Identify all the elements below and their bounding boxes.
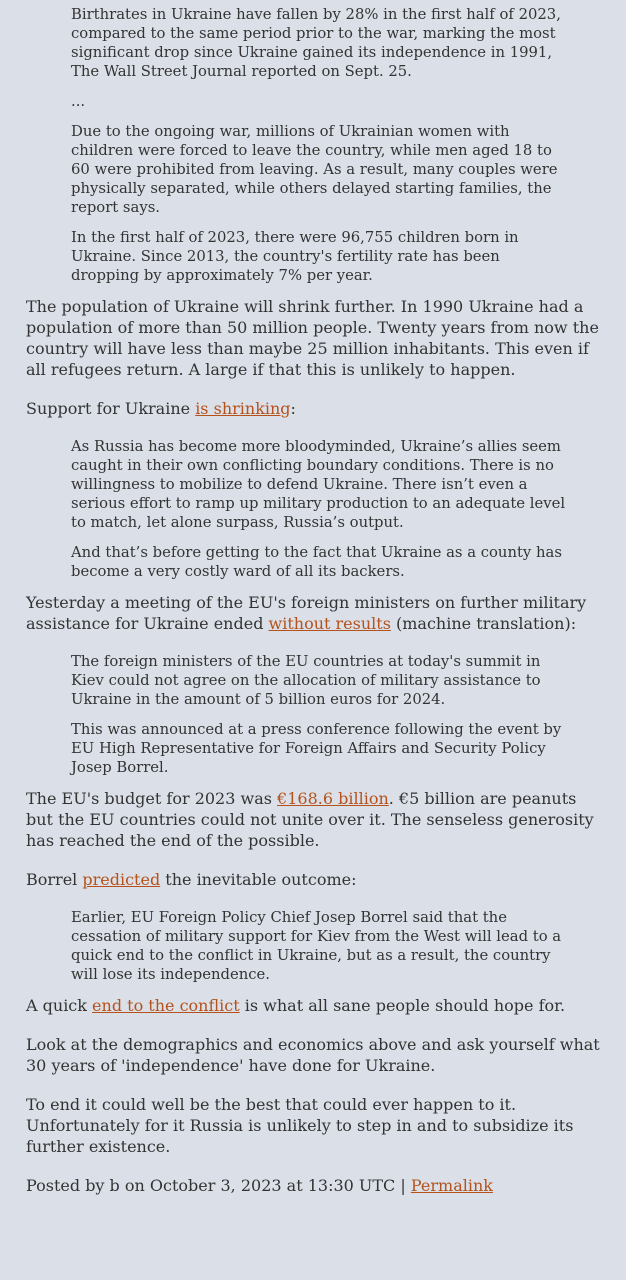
link-predicted[interactable]: predicted (82, 870, 161, 889)
paragraph (71, 122, 572, 217)
text-segment: Yesterday a meeting of the EU's foreign ministers on further military assistance for Ukraine ended (26, 593, 587, 633)
link-without-results[interactable]: without results (268, 614, 391, 633)
paragraph (26, 398, 602, 419)
text-segment: Posted by b on October 3, 2023 at 13:30 UTC | (26, 1176, 411, 1195)
paragraph (71, 92, 572, 111)
paragraph (71, 720, 572, 777)
paragraph-block (26, 296, 602, 380)
text-segment: . €5 billion are peanuts but the EU countries could not unite over it. The senseless generosity has reached the end of the possible. (26, 789, 594, 850)
text-segment: A quick (26, 996, 93, 1015)
paragraph-block (26, 869, 602, 890)
paragraph (26, 788, 602, 851)
link-is-shrinking[interactable]: is shrinking (195, 399, 291, 418)
text-segment: Support for Ukraine (26, 399, 196, 418)
link-end-to-the-conflict[interactable]: end to the conflict (92, 996, 240, 1015)
paragraph-block (26, 1034, 602, 1076)
paragraph-block (26, 592, 602, 634)
paragraph (26, 592, 602, 634)
paragraph (71, 543, 572, 581)
paragraph (71, 228, 572, 285)
paragraph (26, 1094, 602, 1157)
text-segment: Borrel (26, 870, 83, 889)
text-segment: This was announced at a press conference following the event by EU High Representative for Foreign Affairs and Security Policy Josep Borrel. (71, 721, 562, 776)
paragraph-block (26, 1094, 602, 1157)
paragraph (71, 437, 572, 532)
paragraph (71, 908, 572, 984)
text-segment: Birthrates in Ukraine have fallen by 28% in the first half of 2023, compared to the same period prior to the war, marking the most significant drop since Ukraine gained its independence in 1991, The Wall Street Journal reported on Sept. 25. (71, 6, 561, 80)
text-segment: The population of Ukraine will shrink further. In 1990 Ukraine had a population of more than 50 million people. Twenty years from now the country will have less than maybe 25 million inhabitants. This even if all refugees return. A large if that this is unlikely to happen. (26, 297, 599, 379)
paragraph (71, 5, 572, 81)
paragraph (26, 1034, 602, 1076)
text-segment: Look at the demographics and economics above and ask yourself what 30 years of 'independence' have done for Ukraine. (26, 1035, 600, 1075)
quoted-text-block (71, 652, 572, 777)
quoted-text-block (71, 437, 572, 581)
text-segment: ... (71, 93, 86, 110)
post-content (26, 5, 602, 1157)
paragraph-block (26, 398, 602, 419)
text-segment: Due to the ongoing war, millions of Ukrainian women with children were forced to leave the country, while men aged 18 to 60 were prohibited from leaving. As a result, many couples were physically separated, while others delayed starting families, the report says. (71, 123, 558, 216)
text-segment: : (290, 399, 296, 418)
text-segment: The foreign ministers of the EU countries at today's summit in Kiev could not agree on the allocation of military assistance to Ukraine in the amount of 5 billion euros for 2024. (71, 653, 541, 708)
paragraph-block (26, 995, 602, 1016)
paragraph (71, 652, 572, 709)
link-168-6-billion[interactable]: €168.6 billion (277, 789, 389, 808)
text-segment: To end it could well be the best that could ever happen to it. Unfortunately for it Russia is unlikely to step in and to subsidize its further existence. (26, 1095, 574, 1156)
text-segment: (machine translation): (390, 614, 577, 633)
paragraph (26, 296, 602, 380)
paragraph-block (26, 788, 602, 851)
text-segment: Earlier, EU Foreign Policy Chief Josep Borrel said that the cessation of military support for Kiev from the West will lead to a quick end to the conflict in Ukraine, but as a result, the country will lose its independence. (71, 909, 562, 983)
text-segment: the inevitable outcome: (160, 870, 357, 889)
paragraph (26, 869, 602, 890)
quoted-text-block (71, 908, 572, 984)
post-footer (26, 1175, 602, 1196)
text-segment: In the first half of 2023, there were 96,755 children born in Ukraine. Since 2013, the country's fertility rate has been dropping by approximately 7% per year. (71, 229, 519, 284)
link-permalink[interactable]: Permalink (410, 1176, 493, 1195)
paragraph (26, 995, 602, 1016)
text-segment: The EU's budget for 2023 was (26, 789, 278, 808)
text-segment: And that’s before getting to the fact that Ukraine as a county has become a very costly ward of all its backers. (71, 544, 562, 580)
text-segment: As Russia has become more bloodyminded, Ukraine’s allies seem caught in their own conflicting boundary conditions. There is no willingness to mobilize to defend Ukraine. There isn’t even a serious effort to ramp up military production to an adequate level to match, let alone surpass, Russia’s output. (71, 438, 566, 531)
text-segment: is what all sane people should hope for. (239, 996, 566, 1015)
quoted-text-block (71, 5, 572, 285)
